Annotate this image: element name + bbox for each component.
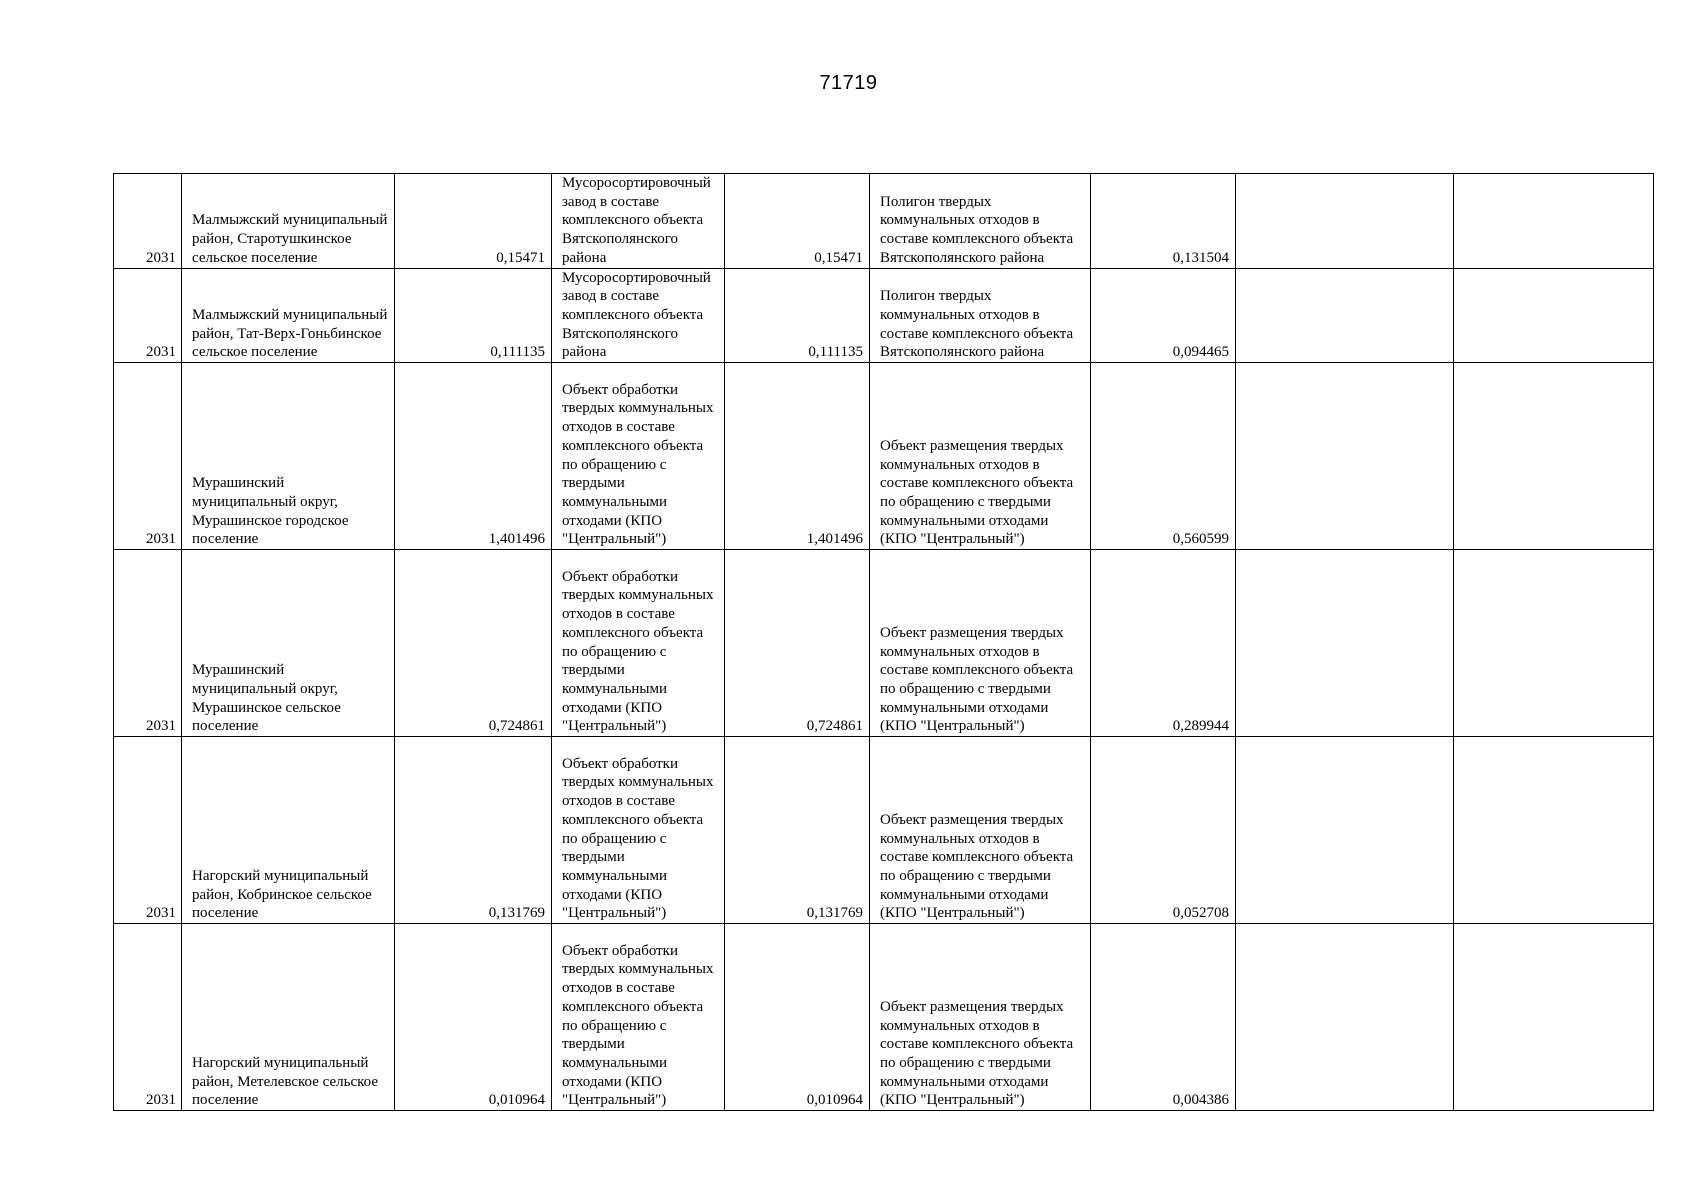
municipality-cell: Малмыжский муниципальный район, Старотушкинское сельское поселение — [182, 174, 395, 269]
processing-facility-cell: Объект обработки твердых коммунальных отходов в составе комплексного объекта по обращению с твердыми коммунальными отходами (КПО "Центральный") — [552, 363, 725, 550]
waste-flow-table — [113, 173, 1654, 1111]
processing-facility-cell: Объект обработки твердых коммунальных отходов в составе комплексного объекта по обращению с твердыми коммунальными отходами (КПО "Центральный") — [552, 924, 725, 1111]
disposal-volume-cell: 0,289944 — [1091, 550, 1236, 737]
disposal-volume-cell: 0,131504 — [1091, 174, 1236, 269]
empty-cell — [1454, 268, 1654, 363]
volume-cell: 0,15471 — [395, 174, 552, 269]
year-cell: 2031 — [114, 550, 182, 737]
table-row — [114, 737, 1654, 924]
year-cell: 2031 — [114, 174, 182, 269]
processing-facility-cell: Мусоросортировочный завод в составе комплексного объекта Вятскополянского района — [552, 174, 725, 269]
empty-cell — [1454, 924, 1654, 1111]
year-cell: 2031 — [114, 363, 182, 550]
municipality-cell: Нагорский муниципальный район, Метелевское сельское поселение — [182, 924, 395, 1111]
volume-cell: 0,010964 — [395, 924, 552, 1111]
disposal-volume-cell: 0,052708 — [1091, 737, 1236, 924]
year-cell: 2031 — [114, 268, 182, 363]
empty-cell — [1454, 174, 1654, 269]
processing-volume-cell: 0,15471 — [725, 174, 870, 269]
empty-cell — [1454, 550, 1654, 737]
processing-volume-cell: 0,010964 — [725, 924, 870, 1111]
table-row — [114, 363, 1654, 550]
table-row — [114, 550, 1654, 737]
empty-cell — [1236, 174, 1454, 269]
empty-cell — [1454, 363, 1654, 550]
empty-cell — [1236, 924, 1454, 1111]
processing-volume-cell: 0,724861 — [725, 550, 870, 737]
volume-cell: 0,724861 — [395, 550, 552, 737]
municipality-cell: Мурашинский муниципальный округ, Мурашинское сельское поселение — [182, 550, 395, 737]
year-cell: 2031 — [114, 737, 182, 924]
processing-volume-cell: 0,111135 — [725, 268, 870, 363]
disposal-volume-cell: 0,560599 — [1091, 363, 1236, 550]
municipality-cell: Малмыжский муниципальный район, Тат-Верх-Гоньбинское сельское поселение — [182, 268, 395, 363]
disposal-facility-cell: Объект размещения твердых коммунальных отходов в составе комплексного объекта по обращению с твердыми коммунальными отходами (КПО "Центральный") — [870, 550, 1091, 737]
year-cell: 2031 — [114, 924, 182, 1111]
disposal-facility-cell: Полигон твердых коммунальных отходов в составе комплексного объекта Вятскополянского района — [870, 268, 1091, 363]
municipality-cell: Мурашинский муниципальный округ, Мурашинское городское поселение — [182, 363, 395, 550]
page-number: 71719 — [819, 72, 878, 94]
disposal-facility-cell: Объект размещения твердых коммунальных отходов в составе комплексного объекта по обращению с твердыми коммунальными отходами (КПО "Центральный") — [870, 924, 1091, 1111]
processing-volume-cell: 1,401496 — [725, 363, 870, 550]
processing-facility-cell: Объект обработки твердых коммунальных отходов в составе комплексного объекта по обращению с твердыми коммунальными отходами (КПО "Центральный") — [552, 550, 725, 737]
processing-facility-cell: Мусоросортировочный завод в составе комплексного объекта Вятскополянского района — [552, 268, 725, 363]
empty-cell — [1236, 363, 1454, 550]
disposal-volume-cell: 0,004386 — [1091, 924, 1236, 1111]
disposal-facility-cell: Объект размещения твердых коммунальных отходов в составе комплексного объекта по обращению с твердыми коммунальными отходами (КПО "Центральный") — [870, 737, 1091, 924]
disposal-facility-cell: Полигон твердых коммунальных отходов в составе комплексного объекта Вятскополянского района — [870, 174, 1091, 269]
processing-facility-cell: Объект обработки твердых коммунальных отходов в составе комплексного объекта по обращению с твердыми коммунальными отходами (КПО "Центральный") — [552, 737, 725, 924]
disposal-facility-cell: Объект размещения твердых коммунальных отходов в составе комплексного объекта по обращению с твердыми коммунальными отходами (КПО "Центральный") — [870, 363, 1091, 550]
empty-cell — [1236, 268, 1454, 363]
empty-cell — [1454, 737, 1654, 924]
volume-cell: 0,131769 — [395, 737, 552, 924]
processing-volume-cell: 0,131769 — [725, 737, 870, 924]
volume-cell: 0,111135 — [395, 268, 552, 363]
table-row — [114, 268, 1654, 363]
empty-cell — [1236, 737, 1454, 924]
table-row — [114, 924, 1654, 1111]
volume-cell: 1,401496 — [395, 363, 552, 550]
municipality-cell: Нагорский муниципальный район, Кобринское сельское поселение — [182, 737, 395, 924]
table-row — [114, 174, 1654, 269]
empty-cell — [1236, 550, 1454, 737]
disposal-volume-cell: 0,094465 — [1091, 268, 1236, 363]
